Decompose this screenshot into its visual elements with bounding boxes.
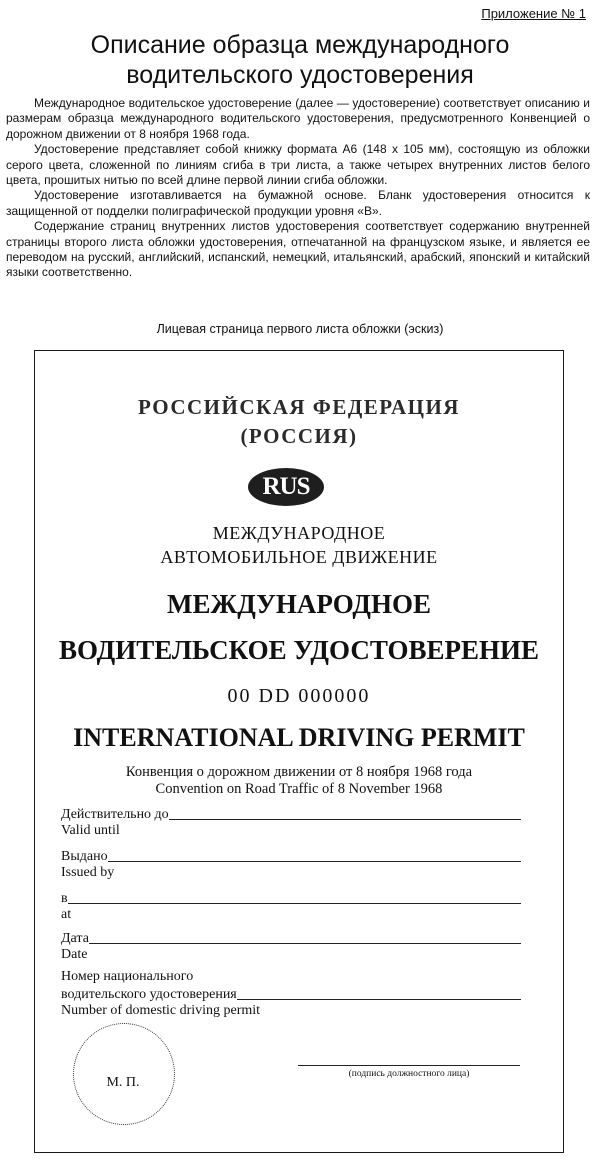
country-name: РОССИЙСКАЯ ФЕДЕРАЦИЯ bbox=[138, 395, 460, 419]
page-title bbox=[0, 30, 600, 90]
stamp-circle bbox=[73, 1023, 175, 1125]
permit-title-ru-1: МЕЖДУНАРОДНОЕ bbox=[167, 589, 431, 619]
domestic-permit-label-1: Номер национального bbox=[61, 969, 194, 984]
traffic-line-1: МЕЖДУНАРОДНОЕ bbox=[212, 523, 386, 543]
field-label: Дата bbox=[61, 931, 89, 946]
field-label: в bbox=[61, 891, 68, 906]
serial-number: 00 DD 000000 bbox=[227, 685, 371, 707]
domestic-permit-label-en: Number of domestic driving permit bbox=[61, 1003, 261, 1018]
field-label-en: Issued by bbox=[61, 865, 115, 880]
fill-line bbox=[237, 998, 521, 1000]
field-domestic-permit bbox=[61, 987, 521, 1003]
convention-ru: Конвенция о дорожном движении от 8 ноября 1968 года bbox=[125, 764, 473, 780]
field-label: Действительно до bbox=[61, 807, 169, 822]
description-text bbox=[6, 96, 590, 281]
field-date bbox=[61, 931, 521, 947]
appendix-label: Приложение № 1 bbox=[481, 6, 586, 21]
permit-title-en: INTERNATIONAL DRIVING PERMIT bbox=[73, 723, 525, 752]
sketch-caption: Лицевая страница первого листа обложки (эскиз) bbox=[156, 322, 444, 336]
field-valid-until bbox=[61, 807, 521, 823]
traffic-line-2: АВТОМОБИЛЬНОЕ ДВИЖЕНИЕ bbox=[160, 547, 438, 567]
field-label-en: Date bbox=[61, 947, 88, 962]
field-label: Выдано bbox=[61, 849, 108, 864]
paragraph: Удостоверение изготавливается на бумажной основе. Бланк удостоверения относится к защищенной от подделки полиграфической продукции уровня «В». bbox=[6, 188, 590, 218]
fill-line bbox=[89, 942, 521, 944]
field-label-en: Valid until bbox=[61, 823, 120, 838]
fill-line bbox=[68, 902, 521, 904]
paragraph: Содержание страниц внутренних листов удостоверения соответствует содержанию внутренней страницы второго листа обложки удостоверения, отпечатанной на французском языке, и является ее переводом на русский, английский, испанский, немецкий, итальянский, арабский, японский и китайский языки соответственно. bbox=[6, 219, 590, 280]
paragraph: Международное водительское удостоверение (далее — удостоверение) соответствует описанию и размерам образца международного водительского удостоверения, предусмотренного Конвенцией о дорожном движении от 8 ноября 1968 года. bbox=[6, 96, 590, 141]
fill-line bbox=[108, 860, 521, 862]
paragraph: Удостоверение представляет собой книжку формата А6 (148 х 105 мм), состоящую из обложки серого цвета, сложенной по линиям сгиба в три листа, а также четырех внутренних листов белого цвета, прошитых нитью по всей длине первой линии сгиба обложки. bbox=[6, 142, 590, 188]
page-title-line-2: водительского удостоверения bbox=[126, 61, 474, 89]
signature-line bbox=[298, 1065, 520, 1066]
permit-title-ru-2: ВОДИТЕЛЬСКОЕ УДОСТОВЕРЕНИЕ bbox=[58, 635, 540, 665]
fill-line bbox=[169, 818, 521, 820]
stamp-label: М. П. bbox=[106, 1075, 140, 1090]
field-label: водительского удостоверения bbox=[61, 987, 237, 1002]
field-label-en: at bbox=[61, 907, 72, 922]
convention-en: Convention on Road Traffic of 8 November 1968 bbox=[155, 781, 443, 797]
field-issued-by bbox=[61, 849, 521, 865]
rus-badge: RUS bbox=[248, 468, 324, 506]
signature-caption: (подпись должностного лица) bbox=[348, 1069, 470, 1079]
field-at bbox=[61, 891, 521, 907]
permit-cover-sketch bbox=[34, 350, 564, 1153]
page-title-line-1: Описание образца международного bbox=[90, 31, 510, 59]
country-short: (РОССИЯ) bbox=[240, 424, 358, 448]
